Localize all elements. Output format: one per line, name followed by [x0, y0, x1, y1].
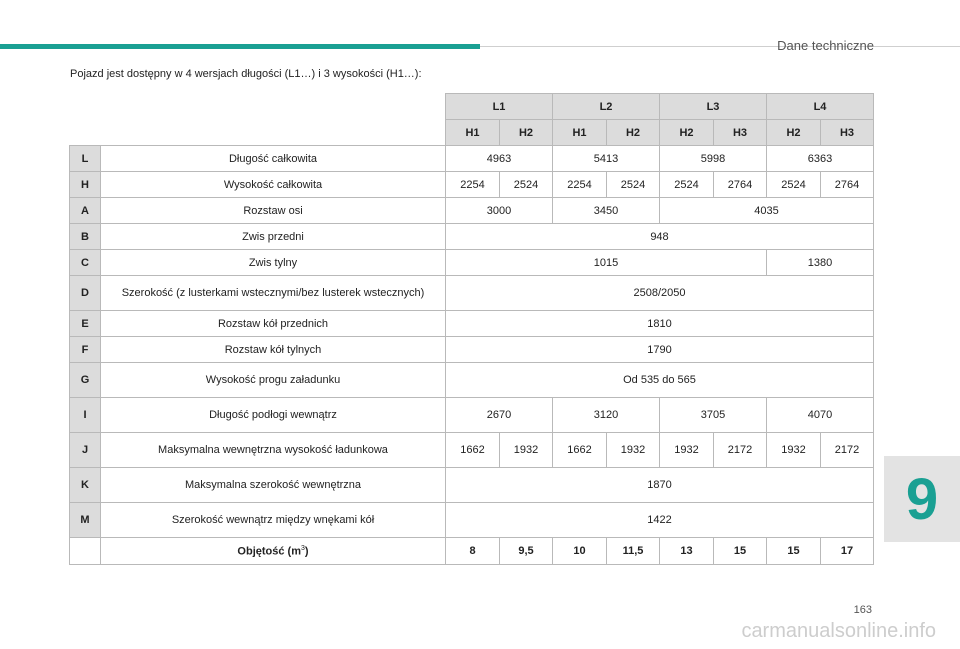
height-header: H2: [500, 120, 553, 146]
value-cell: 2524: [660, 172, 714, 198]
height-header: H3: [821, 120, 874, 146]
value-cell: 9,5: [500, 538, 553, 565]
watermark-text: carmanualsonline.info: [741, 620, 936, 642]
row-letter: E: [70, 311, 101, 337]
row-label: Szerokość wewnątrz między wnękami kół: [101, 503, 446, 538]
table-row-a: [70, 198, 874, 224]
value-cell: 5413: [553, 146, 660, 172]
length-header-l2: L2: [553, 94, 660, 120]
table-row-c: [70, 250, 874, 276]
value-cell: 1662: [553, 433, 607, 468]
height-header: H1: [446, 120, 500, 146]
row-letter: K: [70, 468, 101, 503]
value-cell: 2524: [767, 172, 821, 198]
value-cell: 1662: [446, 433, 500, 468]
row-label: Długość podłogi wewnątrz: [101, 398, 446, 433]
header-empty-cell: [70, 120, 446, 146]
value-cell: 3705: [660, 398, 767, 433]
chapter-number: 9: [905, 466, 939, 532]
value-cell: 2764: [714, 172, 767, 198]
row-letter: H: [70, 172, 101, 198]
dimensions-table: [69, 93, 874, 565]
length-header-l3: L3: [660, 94, 767, 120]
header-empty-cell: [70, 94, 446, 120]
row-label: Maksymalna wewnętrzna wysokość ładunkowa: [101, 433, 446, 468]
row-label: Maksymalna szerokość wewnętrzna: [101, 468, 446, 503]
value-cell: 1810: [446, 311, 874, 337]
table-row-f: [70, 337, 874, 363]
value-cell: 1380: [767, 250, 874, 276]
section-title: Dane techniczne: [777, 38, 874, 53]
row-label: Szerokość (z lusterkami wstecznymi/bez lusterek wstecznych): [101, 276, 446, 311]
value-cell: 1932: [500, 433, 553, 468]
row-label: Rozstaw osi: [101, 198, 446, 224]
value-cell: 2254: [446, 172, 500, 198]
volume-label-text: Objętość (m: [237, 545, 301, 558]
row-label: Rozstaw kół tylnych: [101, 337, 446, 363]
table-row-j: [70, 433, 874, 468]
value-cell: 2670: [446, 398, 553, 433]
value-cell: 11,5: [607, 538, 660, 565]
value-cell: 1932: [767, 433, 821, 468]
value-cell: 1015: [446, 250, 767, 276]
value-cell: 10: [553, 538, 607, 565]
length-header-l1: L1: [446, 94, 553, 120]
header-accent-bar: [0, 44, 480, 49]
value-cell: 2254: [553, 172, 607, 198]
value-cell: 1932: [660, 433, 714, 468]
value-cell: 2172: [821, 433, 874, 468]
table-row-g: [70, 363, 874, 398]
row-label: Długość całkowita: [101, 146, 446, 172]
row-letter: M: [70, 503, 101, 538]
row-letter: D: [70, 276, 101, 311]
value-cell: 3120: [553, 398, 660, 433]
row-letter: I: [70, 398, 101, 433]
intro-text: Pojazd jest dostępny w 4 wersjach długości (L1…) i 3 wysokości (H1…):: [70, 68, 422, 80]
value-cell: 1790: [446, 337, 874, 363]
row-letter: C: [70, 250, 101, 276]
row-label: Rozstaw kół przednich: [101, 311, 446, 337]
value-cell: 4963: [446, 146, 553, 172]
value-cell: 15: [714, 538, 767, 565]
value-cell: Od 535 do 565: [446, 363, 874, 398]
value-cell: 4035: [660, 198, 874, 224]
table-row-e: [70, 311, 874, 337]
value-cell: 17: [821, 538, 874, 565]
value-cell: 4070: [767, 398, 874, 433]
row-letter: A: [70, 198, 101, 224]
table-row-i: [70, 398, 874, 433]
row-label: Zwis tylny: [101, 250, 446, 276]
height-header: H2: [607, 120, 660, 146]
height-header: H1: [553, 120, 607, 146]
table-row-b: [70, 224, 874, 250]
row-letter: F: [70, 337, 101, 363]
value-cell: 1870: [446, 468, 874, 503]
table-row-h: [70, 172, 874, 198]
value-cell: 8: [446, 538, 500, 565]
page-number: 163: [853, 604, 872, 616]
row-letter: G: [70, 363, 101, 398]
value-cell: 2508/2050: [446, 276, 874, 311]
row-label: Zwis przedni: [101, 224, 446, 250]
value-cell: 5998: [660, 146, 767, 172]
height-version-header-row: [70, 120, 874, 146]
value-cell: 1422: [446, 503, 874, 538]
row-letter: J: [70, 433, 101, 468]
volume-unit-superscript: 3: [301, 544, 305, 552]
row-letter: B: [70, 224, 101, 250]
table-row-m: [70, 503, 874, 538]
value-cell: 13: [660, 538, 714, 565]
row-label: Wysokość progu załadunku: [101, 363, 446, 398]
table-row-l: [70, 146, 874, 172]
value-cell: 1932: [607, 433, 660, 468]
height-header: H2: [767, 120, 821, 146]
height-header: H3: [714, 120, 767, 146]
table-row-k: [70, 468, 874, 503]
row-label: Wysokość całkowita: [101, 172, 446, 198]
row-label: [101, 538, 446, 565]
table-row-d: [70, 276, 874, 311]
header-divider-line: [480, 46, 960, 47]
value-cell: 2524: [500, 172, 553, 198]
value-cell: 948: [446, 224, 874, 250]
height-header: H2: [660, 120, 714, 146]
value-cell: 15: [767, 538, 821, 565]
row-letter: L: [70, 146, 101, 172]
chapter-tab: [884, 456, 960, 542]
value-cell: 6363: [767, 146, 874, 172]
value-cell: 2524: [607, 172, 660, 198]
value-cell: 2172: [714, 433, 767, 468]
row-letter-empty: [70, 538, 101, 565]
length-header-l4: L4: [767, 94, 874, 120]
value-cell: 3000: [446, 198, 553, 224]
value-cell: 2764: [821, 172, 874, 198]
table-row-volume: [70, 538, 874, 565]
value-cell: 3450: [553, 198, 660, 224]
length-version-header-row: [70, 94, 874, 120]
volume-label-suffix: ): [304, 545, 309, 558]
